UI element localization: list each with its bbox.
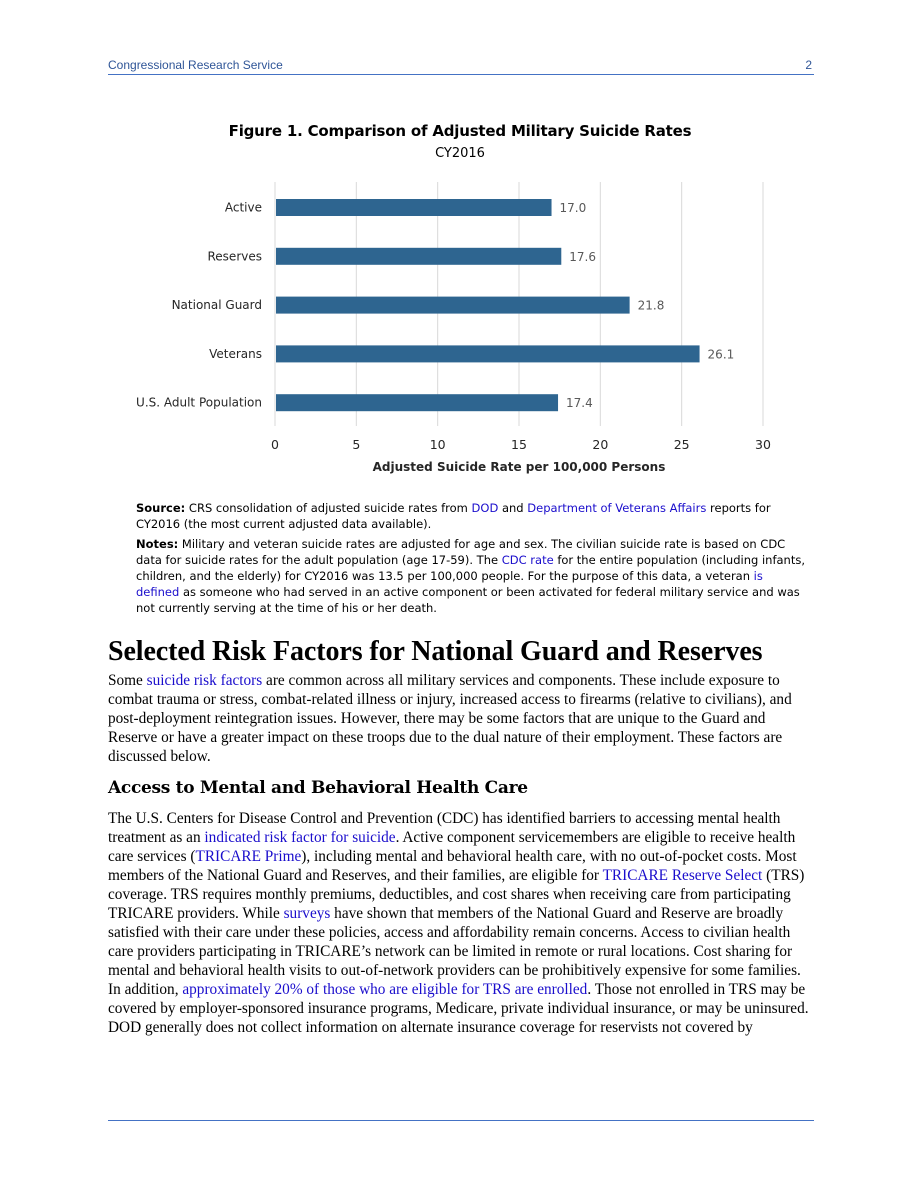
para2-text-4: (TRS) coverage. TRS requires monthly premiums, deductibles, and cost shares when receiving care from participating TRICARE providers. While — [108, 867, 805, 922]
notes-text-1: Military and veteran suicide rates are adjusted for age and sex. The civilian suicide rate is based on CDC data for suicide rates for the adult population (age 17-59). The — [136, 537, 786, 567]
value-label-3: 26.1 — [707, 347, 735, 362]
notes-text-2: for the entire population (including infants, children, and the elderly) for CY2016 was 13.5 per 100,000 people. For the purpose of this data, a veteran — [136, 553, 805, 583]
category-label-1: Reserves — [207, 249, 262, 264]
page-header — [108, 58, 814, 75]
paragraph-access-care — [108, 809, 814, 1037]
link-indicated-risk-factor[interactable]: indicated risk factor for suicide — [204, 829, 396, 846]
value-label-0: 17.0 — [559, 201, 587, 215]
footer-rule — [108, 1120, 814, 1121]
x-axis-title: Adjusted Suicide Rate per 100,000 Persons — [372, 460, 666, 474]
bar-2 — [276, 297, 630, 314]
figure-subtitle: CY2016 — [435, 146, 485, 161]
source-text-2: and — [498, 501, 528, 515]
link-trs-enrollment[interactable]: approximately 20% of those who are eligible for TRS are enrolled — [182, 981, 588, 998]
value-label-4: 17.4 — [566, 396, 593, 411]
tick-label-20: 20 — [592, 437, 609, 452]
para2-text-1: The U.S. Centers for Disease Control and Prevention (CDC) has identified barriers to accessing mental health treatment as an — [108, 810, 781, 846]
link-tricare-prime[interactable]: TRICARE Prime — [195, 848, 302, 865]
link-suicide-risk-factors[interactable]: suicide risk factors — [146, 672, 263, 689]
figure-notes — [136, 536, 808, 616]
header-organization: Congressional Research Service — [108, 58, 283, 72]
notes-text-3: as someone who had served in an active component or been activated for federal military service and was not currently serving at the time of his or her death. — [136, 585, 800, 615]
notes-link-cdc-rate[interactable]: CDC rate — [501, 553, 554, 567]
para1-text-1: Some — [108, 672, 147, 689]
tick-label-25: 25 — [673, 437, 690, 452]
notes-link-is-defined[interactable]: is defined — [136, 569, 763, 599]
paragraph-risk-factors — [108, 671, 814, 766]
figure-title: Figure 1. Comparison of Adjusted Military Suicide Rates — [228, 122, 692, 140]
subsection-heading: Access to Mental and Behavioral Health Care — [108, 778, 528, 798]
source-link-va[interactable]: Department of Veterans Affairs — [527, 501, 707, 515]
category-label-2: National Guard — [171, 298, 262, 313]
notes-label: Notes: — [136, 537, 179, 551]
page-number: 2 — [805, 58, 812, 72]
bar-4 — [276, 394, 558, 411]
tick-label-30: 30 — [755, 437, 771, 452]
bar-1 — [276, 248, 561, 265]
source-link-dod[interactable]: DOD — [471, 501, 499, 515]
category-label-4: U.S. Adult Population — [136, 395, 262, 410]
tick-label-15: 15 — [511, 437, 527, 452]
link-tricare-reserve-select[interactable]: TRICARE Reserve Select — [602, 867, 763, 884]
source-label: Source: — [136, 501, 186, 515]
section-heading: Selected Risk Factors for National Guard and Reserves — [108, 636, 763, 667]
para2-text-5: have shown that members of the National Guard and Reserve are broadly satisfied with their care under these policies, access and affordability remain concerns. Access to civilian health care providers participating in TRICARE’s network can be limited in remote or rural locations. Cost sharing for mental and behavioral health visits to out-of-network providers can be prohibitively expensive for some families. In addition, — [108, 905, 801, 998]
value-label-2: 21.8 — [637, 298, 665, 313]
category-label-3: Veterans — [209, 346, 262, 361]
bar-chart — [0, 170, 920, 480]
para2-text-6: . Those not enrolled in TRS may be covered by employer-sponsored insurance programs, Medicare, private individual insurance, or may be uninsured. DOD generally does not collect information on alternate insurance coverage for reservists not covered by — [108, 981, 809, 1036]
para2-text-3: ), including mental and behavioral health care, with no out-of-pocket costs. Most members of the National Guard and Reserves, and their families, are eligible for — [108, 848, 797, 884]
link-surveys[interactable]: surveys — [283, 905, 331, 922]
bar-0 — [276, 199, 552, 216]
para2-text-2: . Active component servicemembers are eligible to receive health care services ( — [108, 829, 796, 865]
figure-source — [136, 500, 808, 532]
value-label-1: 17.6 — [569, 249, 597, 264]
source-text-1: CRS consolidation of adjusted suicide rates from — [185, 501, 472, 515]
bar-3 — [276, 345, 700, 362]
category-label-0: Active — [224, 200, 262, 215]
source-text-3: reports for CY2016 (the most current adjusted data available). — [136, 501, 771, 531]
tick-label-5: 5 — [352, 437, 361, 452]
tick-label-0: 0 — [271, 437, 279, 452]
tick-label-10: 10 — [429, 437, 446, 452]
para1-text-2: are common across all military services and components. These include exposure to combat trauma or stress, combat-related illness or injury, increased access to firearms (relative to civilians), and post-deployment reintegration issues. However, there may be some factors that are unique to the Guard and Reserve or have a greater impact on these troops due to the dual nature of their employment. These factors are discussed below. — [108, 672, 792, 765]
